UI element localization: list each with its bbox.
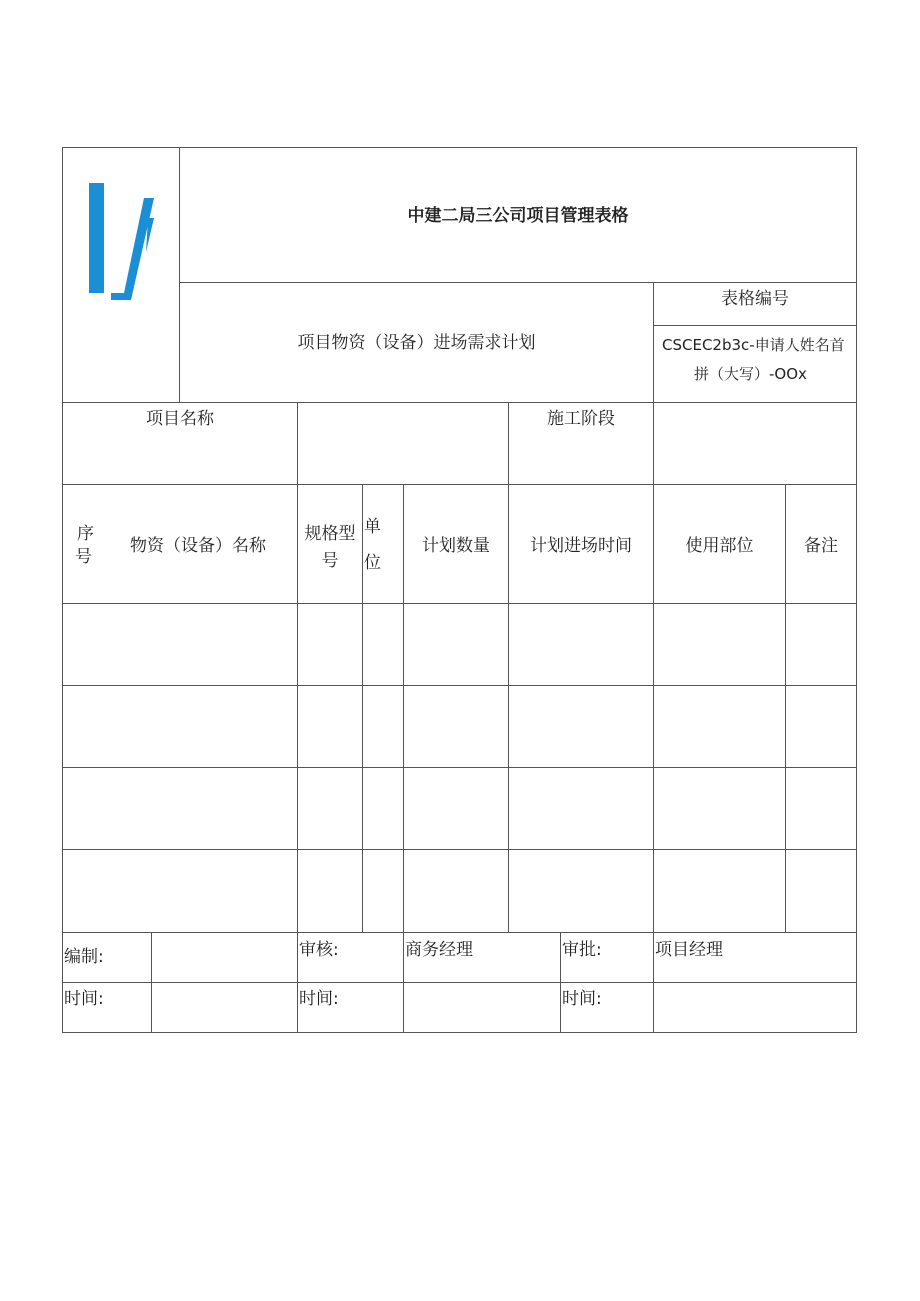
- table-bottom: [62, 932, 857, 933]
- footer-col-5: [653, 932, 654, 1033]
- header-plan-time: 计划进场时间: [530, 536, 632, 556]
- reviewed-by-label: 审核:: [299, 940, 339, 960]
- compiled-time-label: 时间:: [64, 989, 104, 1009]
- row-divider-4: [62, 849, 857, 850]
- border-top: [62, 147, 857, 148]
- header-remark: 备注: [804, 536, 838, 556]
- stage-divider-right: [653, 402, 654, 485]
- header-bottom: [62, 402, 857, 403]
- company-logo: [84, 180, 156, 306]
- approver-role: 项目经理: [655, 940, 723, 960]
- header-spec-line2: 号: [321, 551, 339, 571]
- header-material-name: 物资（设备）名称: [130, 536, 266, 556]
- header-spec-line1: 规格型: [304, 524, 356, 544]
- header-unit-line2: 位: [364, 553, 381, 573]
- border-bottom: [62, 1032, 857, 1033]
- header-seq-line1: 序: [77, 524, 94, 544]
- form-title: 项目物资（设备）进场需求计划: [297, 333, 536, 353]
- form-code-value-line1: CSCEC2b3c-申请人姓名首: [662, 336, 845, 354]
- footer-col-3: [403, 932, 404, 1033]
- approved-by-label: 审批:: [562, 940, 602, 960]
- logo-slash: [111, 198, 154, 300]
- approved-time-label: 时间:: [562, 989, 602, 1009]
- project-row-bottom: [62, 484, 857, 485]
- border-right: [856, 147, 857, 1033]
- reviewer-role: 商务经理: [405, 940, 473, 960]
- col-unit-left: [362, 484, 363, 933]
- company-title: 中建二局三公司项目管理表格: [407, 206, 629, 226]
- logo-bar: [89, 183, 104, 293]
- form-code-value-line2: 拼（大写）-OOx: [694, 365, 807, 383]
- row-divider-2: [62, 685, 857, 686]
- title-divider: [179, 282, 857, 283]
- footer-col-1: [151, 932, 152, 1033]
- footer-col-4: [560, 932, 561, 1033]
- row-divider-1: [62, 603, 857, 604]
- header-usage-location: 使用部位: [685, 536, 754, 556]
- border-left: [62, 147, 63, 1033]
- stage-label: 施工阶段: [547, 409, 615, 429]
- logo-divider: [179, 147, 180, 403]
- footer-divider: [62, 982, 857, 983]
- project-name-label: 项目名称: [146, 409, 214, 429]
- header-unit-line1: 单: [364, 517, 381, 537]
- code-label-divider: [653, 325, 857, 326]
- footer-col-2: [297, 932, 298, 1033]
- row-divider-3: [62, 767, 857, 768]
- reviewed-time-label: 时间:: [299, 989, 339, 1009]
- compiled-by-label: 编制:: [64, 947, 104, 967]
- form-code-label: 表格编号: [721, 289, 789, 309]
- header-plan-quantity: 计划数量: [422, 536, 490, 556]
- project-name-divider: [297, 402, 298, 485]
- header-seq-line2: 号: [75, 547, 92, 567]
